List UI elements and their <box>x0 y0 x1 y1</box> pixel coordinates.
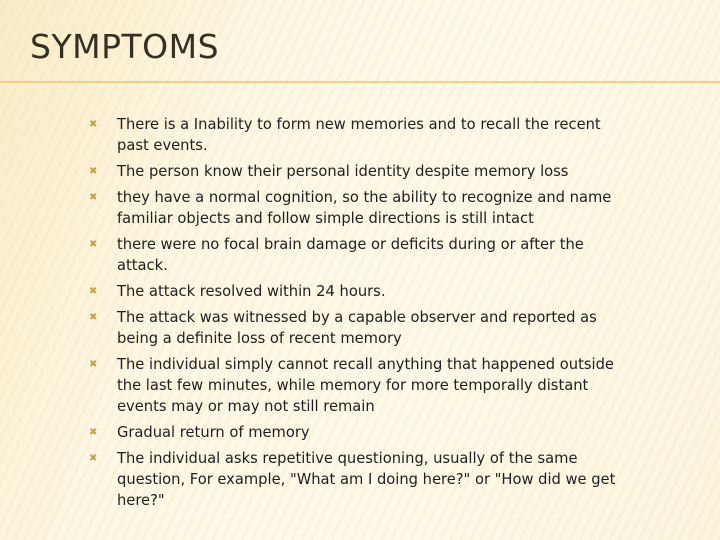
x-mark-bullet-icon: ✖ <box>89 359 98 370</box>
slide-title: SYMPTOMS <box>30 27 220 66</box>
symptom-list <box>88 114 628 516</box>
list-item <box>88 187 628 229</box>
list-item <box>88 307 628 349</box>
list-item <box>88 281 628 302</box>
list-item <box>88 354 628 417</box>
x-mark-bullet-icon: ✖ <box>89 239 98 250</box>
title-underline <box>0 81 720 83</box>
x-mark-bullet-icon: ✖ <box>89 119 98 130</box>
list-item <box>88 114 628 156</box>
x-mark-bullet-icon: ✖ <box>89 286 98 297</box>
x-mark-bullet-icon: ✖ <box>89 312 98 323</box>
list-item-text: There is a Inability to form new memories and to recall the recent past events. <box>117 116 601 154</box>
list-item-text: Gradual return of memory <box>117 424 310 441</box>
list-item-text: The individual asks repetitive questioning, usually of the same question, For example, "What am I doing here?" or "How did we get here?" <box>117 450 616 509</box>
list-item-text: The attack resolved within 24 hours. <box>117 283 386 300</box>
list-item <box>88 234 628 276</box>
list-item <box>88 422 628 443</box>
list-item-text: The person know their personal identity despite memory loss <box>117 163 569 180</box>
list-item-text: The attack was witnessed by a capable observer and reported as being a definite loss of recent memory <box>117 309 597 347</box>
x-mark-bullet-icon: ✖ <box>89 166 98 177</box>
list-item <box>88 161 628 182</box>
list-item-text: there were no focal brain damage or deficits during or after the attack. <box>117 236 584 274</box>
list-item-text: they have a normal cognition, so the ability to recognize and name familiar objects and follow simple directions is still intact <box>117 189 612 227</box>
x-mark-bullet-icon: ✖ <box>89 427 98 438</box>
list-item <box>88 448 628 511</box>
x-mark-bullet-icon: ✖ <box>89 192 98 203</box>
list-item-text: The individual simply cannot recall anything that happened outside the last few minutes, while memory for more temporally distant events may or may not still remain <box>117 356 614 415</box>
x-mark-bullet-icon: ✖ <box>89 453 98 464</box>
